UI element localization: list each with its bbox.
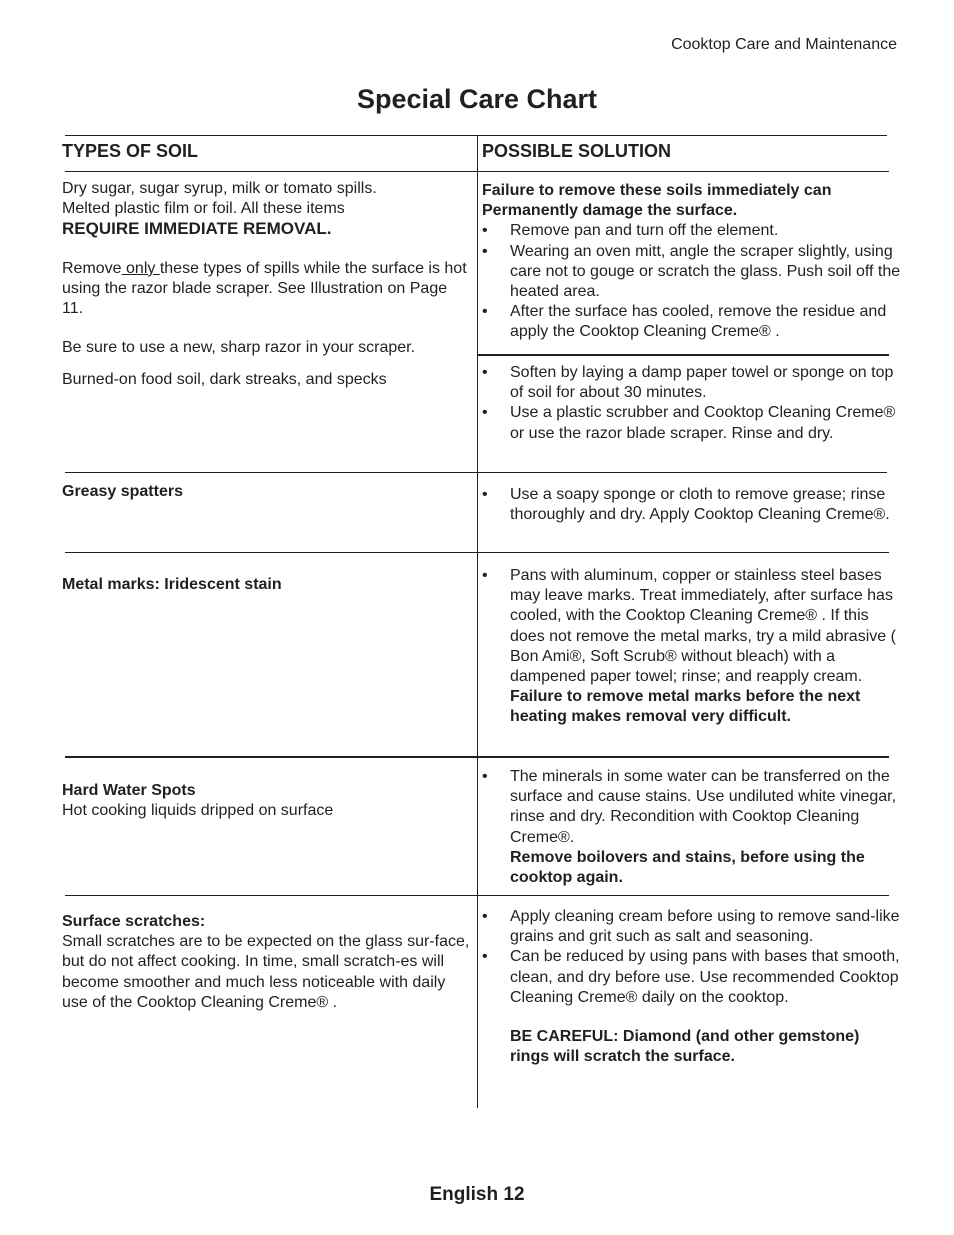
soil-title: Hard Water Spots xyxy=(62,782,196,799)
page-number: English 12 xyxy=(429,1184,525,1205)
solution-bullet: • Pans with aluminum, copper or stainless steel bases may leave marks. Treat immediately, after surface has cooled, with the Cooktop Cleaning Creme® . If this does not remove the metal marks, try a mild abrasive ( Bon Ami®, Soft Scrub® without bleach) with a dampened paper towel; rinse; and reapply cream. xyxy=(482,566,902,687)
solution-bullet: • Wearing an oven mitt, angle the scraper slightly, using care not to gouge or scratch the glass. Push soil off the heated area. xyxy=(482,242,902,303)
solution-bullet: • Soften by laying a damp paper towel or sponge on top of soil for about 30 minutes. xyxy=(482,363,902,403)
soil-text: Be sure to use a new, sharp razor in your scraper. xyxy=(62,339,416,357)
section-header: Cooktop Care and Maintenance xyxy=(671,36,897,53)
table-row-soil: Greasy spatters xyxy=(62,483,183,500)
page-title: Special Care Chart xyxy=(356,84,598,114)
soil-instructions xyxy=(62,259,472,320)
table-row-solution xyxy=(482,566,902,728)
soil-text: Small scratches are to be expected on the glass sur-face, but do not affect cooking. In time, small scratch-es will become smoother and much less noticeable with daily use of the Cooktop Cleaning Creme® . xyxy=(62,933,470,1011)
solution-warning: Remove boilovers and stains, before using the cooktop again. xyxy=(510,848,865,887)
soil-text: Hot cooking liquids dripped on surface xyxy=(62,802,334,820)
table-row-solution xyxy=(482,907,902,1067)
row-divider xyxy=(65,472,887,473)
table-row-soil xyxy=(62,912,472,1013)
soil-emphasis-underline: only xyxy=(121,259,160,277)
table-row-solution xyxy=(482,767,902,888)
table-row-soil xyxy=(62,179,472,358)
table-row-soil: Metal marks: Iridescent stain xyxy=(62,576,282,593)
solution-bullet: • Can be reduced by using pans with bases that smooth, clean, and dry before use. Use recommended Cooktop Cleaning Creme® daily on the cooktop. xyxy=(482,947,902,1008)
table-row-solution xyxy=(482,181,902,343)
solution-bullet: • Apply cleaning cream before using to remove sand-like grains and grit such as salt and seasoning. xyxy=(482,907,902,947)
table-row-soil: Burned-on food soil, dark streaks, and specks xyxy=(62,371,387,388)
solution-warning: Failure to remove metal marks before the next heating makes removal very difficult. xyxy=(510,688,861,726)
solution-bullet: • Use a plastic scrubber and Cooktop Cleaning Creme® or use the razor blade scraper. Rinse and dry. xyxy=(482,403,902,443)
soil-emphasis: REQUIRE IMMEDIATE REMOVAL. xyxy=(62,219,332,239)
column-header-soil: TYPES OF SOIL xyxy=(62,141,199,161)
solution-warning: BE CAREFUL: Diamond (and other gemstone) rings will scratch the surface. xyxy=(510,1028,860,1066)
table-row-solution xyxy=(482,363,902,444)
solution-bullet: • After the surface has cooled, remove the residue and apply the Cooktop Cleaning Creme® . xyxy=(482,302,902,342)
soil-text: Dry sugar, sugar syrup, milk or tomato spills. xyxy=(62,180,377,197)
table-row-soil xyxy=(62,781,472,821)
solution-bullet: • Remove pan and turn off the element. xyxy=(482,221,902,241)
solution-warning: Failure to remove these soils immediately can Permanently damage the surface. xyxy=(482,182,832,220)
column-divider xyxy=(477,135,478,1108)
soil-title: Surface scratches: xyxy=(62,913,206,930)
table-top-rule xyxy=(65,135,887,136)
column-header-solution: POSSIBLE SOLUTION xyxy=(482,141,672,161)
soil-text: these types of spills while the surface is hot using the razor blade scraper. See Illustration on Page 11. xyxy=(62,259,467,318)
solution-bullet: • Use a soapy sponge or cloth to remove grease; rinse thoroughly and dry. Apply Cooktop Cleaning Creme®. xyxy=(482,485,902,525)
soil-text: Melted plastic film or foil. All these items xyxy=(62,200,345,218)
table-row-solution xyxy=(482,485,902,525)
row-divider xyxy=(477,354,889,356)
solution-bullet: • The minerals in some water can be transferred on the surface and cause stains. Use undiluted white vinegar, rinse and dry. Recondition with Cooktop Cleaning Creme®. xyxy=(482,767,902,848)
soil-text: Remove xyxy=(62,259,122,277)
